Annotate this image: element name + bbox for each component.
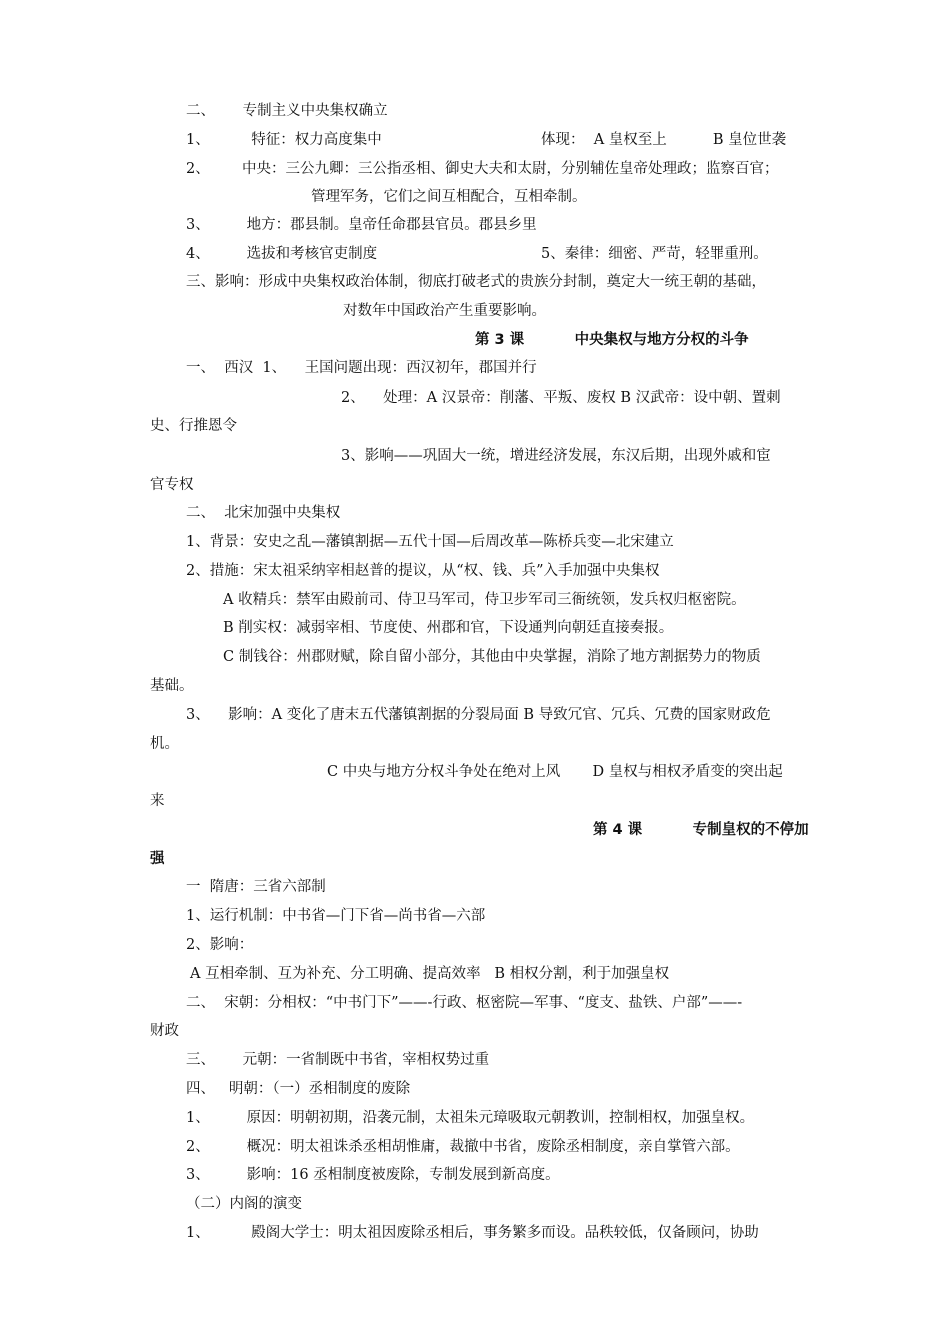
text-line: 2、 处理：A 汉景帝：削藩、平叛、废权 B 汉武帝：设中朝、置刺: [341, 390, 781, 406]
lesson-title: 强: [150, 851, 165, 867]
text-line: 1、运行机制：中书省—门下省—尚书省—六部: [186, 908, 486, 924]
section-heading: 二、 北宋加强中央集权: [186, 505, 341, 521]
section-heading: 一、 西汉 1、 王国问题出现：西汉初年，郡国并行: [186, 360, 537, 376]
text-line: 3、 影响：16 丞相制度被废除，专制发展到新高度。: [186, 1167, 560, 1183]
text-line: 管理军务，它们之间互相配合，互相牵制。: [311, 189, 587, 205]
text-line: 2、影响：: [186, 937, 254, 953]
text-line: 官专权: [150, 477, 194, 493]
text-line: 2、 概况：明太祖诛杀丞相胡惟庸，裁撤中书省，废除丞相制度，亲自掌管六部。: [186, 1139, 740, 1155]
text-line: 1、背景：安史之乱—藩镇割据—五代十国—后周改革—陈桥兵变—北宋建立: [186, 534, 674, 550]
section-heading: 四、 明朝：（一）丞相制度的废除: [186, 1081, 411, 1097]
text-line: A 收精兵：禁军由殿前司、侍卫马军司，侍卫步军司三衙统领，发兵权归枢密院。: [223, 592, 746, 608]
text-line: 1、 原因：明朝初期，沿袭元制，太祖朱元璋吸取元朝教训，控制相权，加强皇权。: [186, 1110, 755, 1126]
text-line: 史、行推恩令: [150, 418, 237, 434]
lesson-title: 第 4 课 专制皇权的不停加: [593, 822, 809, 838]
text-line: 3、 影响：A 变化了唐末五代藩镇割据的分裂局面 B 导致冗官、冗兵、冗费的国家财政危: [186, 707, 771, 723]
text-line: 体现： A 皇权至上 B 皇位世袭: [541, 132, 787, 148]
section-heading: 三、影响：形成中央集权政治体制，彻底打破老式的贵族分封制，奠定大一统王朝的基础，: [186, 274, 766, 290]
lesson-title: 第 3 课 中央集权与地方分权的斗争: [475, 332, 749, 348]
text-line: 财政: [150, 1023, 179, 1039]
text-line: 对数年中国政治产生重要影响。: [343, 303, 546, 319]
text-line: 3、 地方：郡县制。皇帝任命郡县官员。郡县乡里: [186, 217, 537, 233]
text-line: 机。: [150, 736, 179, 752]
text-line: 2、 中央：三公九卿：三公指丞相、御史大夫和太尉，分别辅佐皇帝处理政；监察百官；: [186, 161, 779, 177]
text-line: A 互相牵制、互为补充、分工明确、提高效率 B 相权分割，利于加强皇权: [190, 966, 670, 982]
text-line: 基础。: [150, 678, 194, 694]
section-heading: （二）内阁的演变: [186, 1196, 302, 1212]
text-line: B 削实权：减弱宰相、节度使、州郡和官，下设通判向朝廷直接奏报。: [223, 620, 674, 636]
text-line: C 中央与地方分权斗争处在绝对上风 D 皇权与相权矛盾变的突出起: [327, 764, 783, 780]
text-line: C 制钱谷：州郡财赋，除自留小部分，其他由中央掌握，消除了地方割据势力的物质: [223, 649, 761, 665]
text-line: 5、秦律：细密、严苛，轻罪重刑。: [541, 246, 768, 262]
section-heading: 三、 元朝：一省制既中书省，宰相权势过重: [186, 1052, 490, 1068]
text-line: 1、 殿阁大学士：明太祖因废除丞相后，事务繁多而设。品秩较低，仅备顾问，协助: [186, 1225, 759, 1241]
section-heading: 二、 宋朝：分相权：“中书门下”——-行政、枢密院—军事、“度支、盐铁、户部”——-: [186, 995, 743, 1011]
text-line: 来: [150, 793, 165, 809]
text-line: 3、影响——巩固大一统，增进经济发展，东汉后期，出现外戚和宦: [341, 448, 771, 464]
text-line: 2、措施：宋太祖采纳宰相赵普的提议，从“权、钱、兵”入手加强中央集权: [186, 563, 660, 579]
text-line: 4、 选拔和考核官吏制度: [186, 246, 378, 262]
section-heading: 一 隋唐：三省六部制: [186, 879, 326, 895]
text-line: 1、 特征：权力高度集中: [186, 132, 382, 148]
section-heading: 二、 专制主义中央集权确立: [186, 103, 388, 119]
